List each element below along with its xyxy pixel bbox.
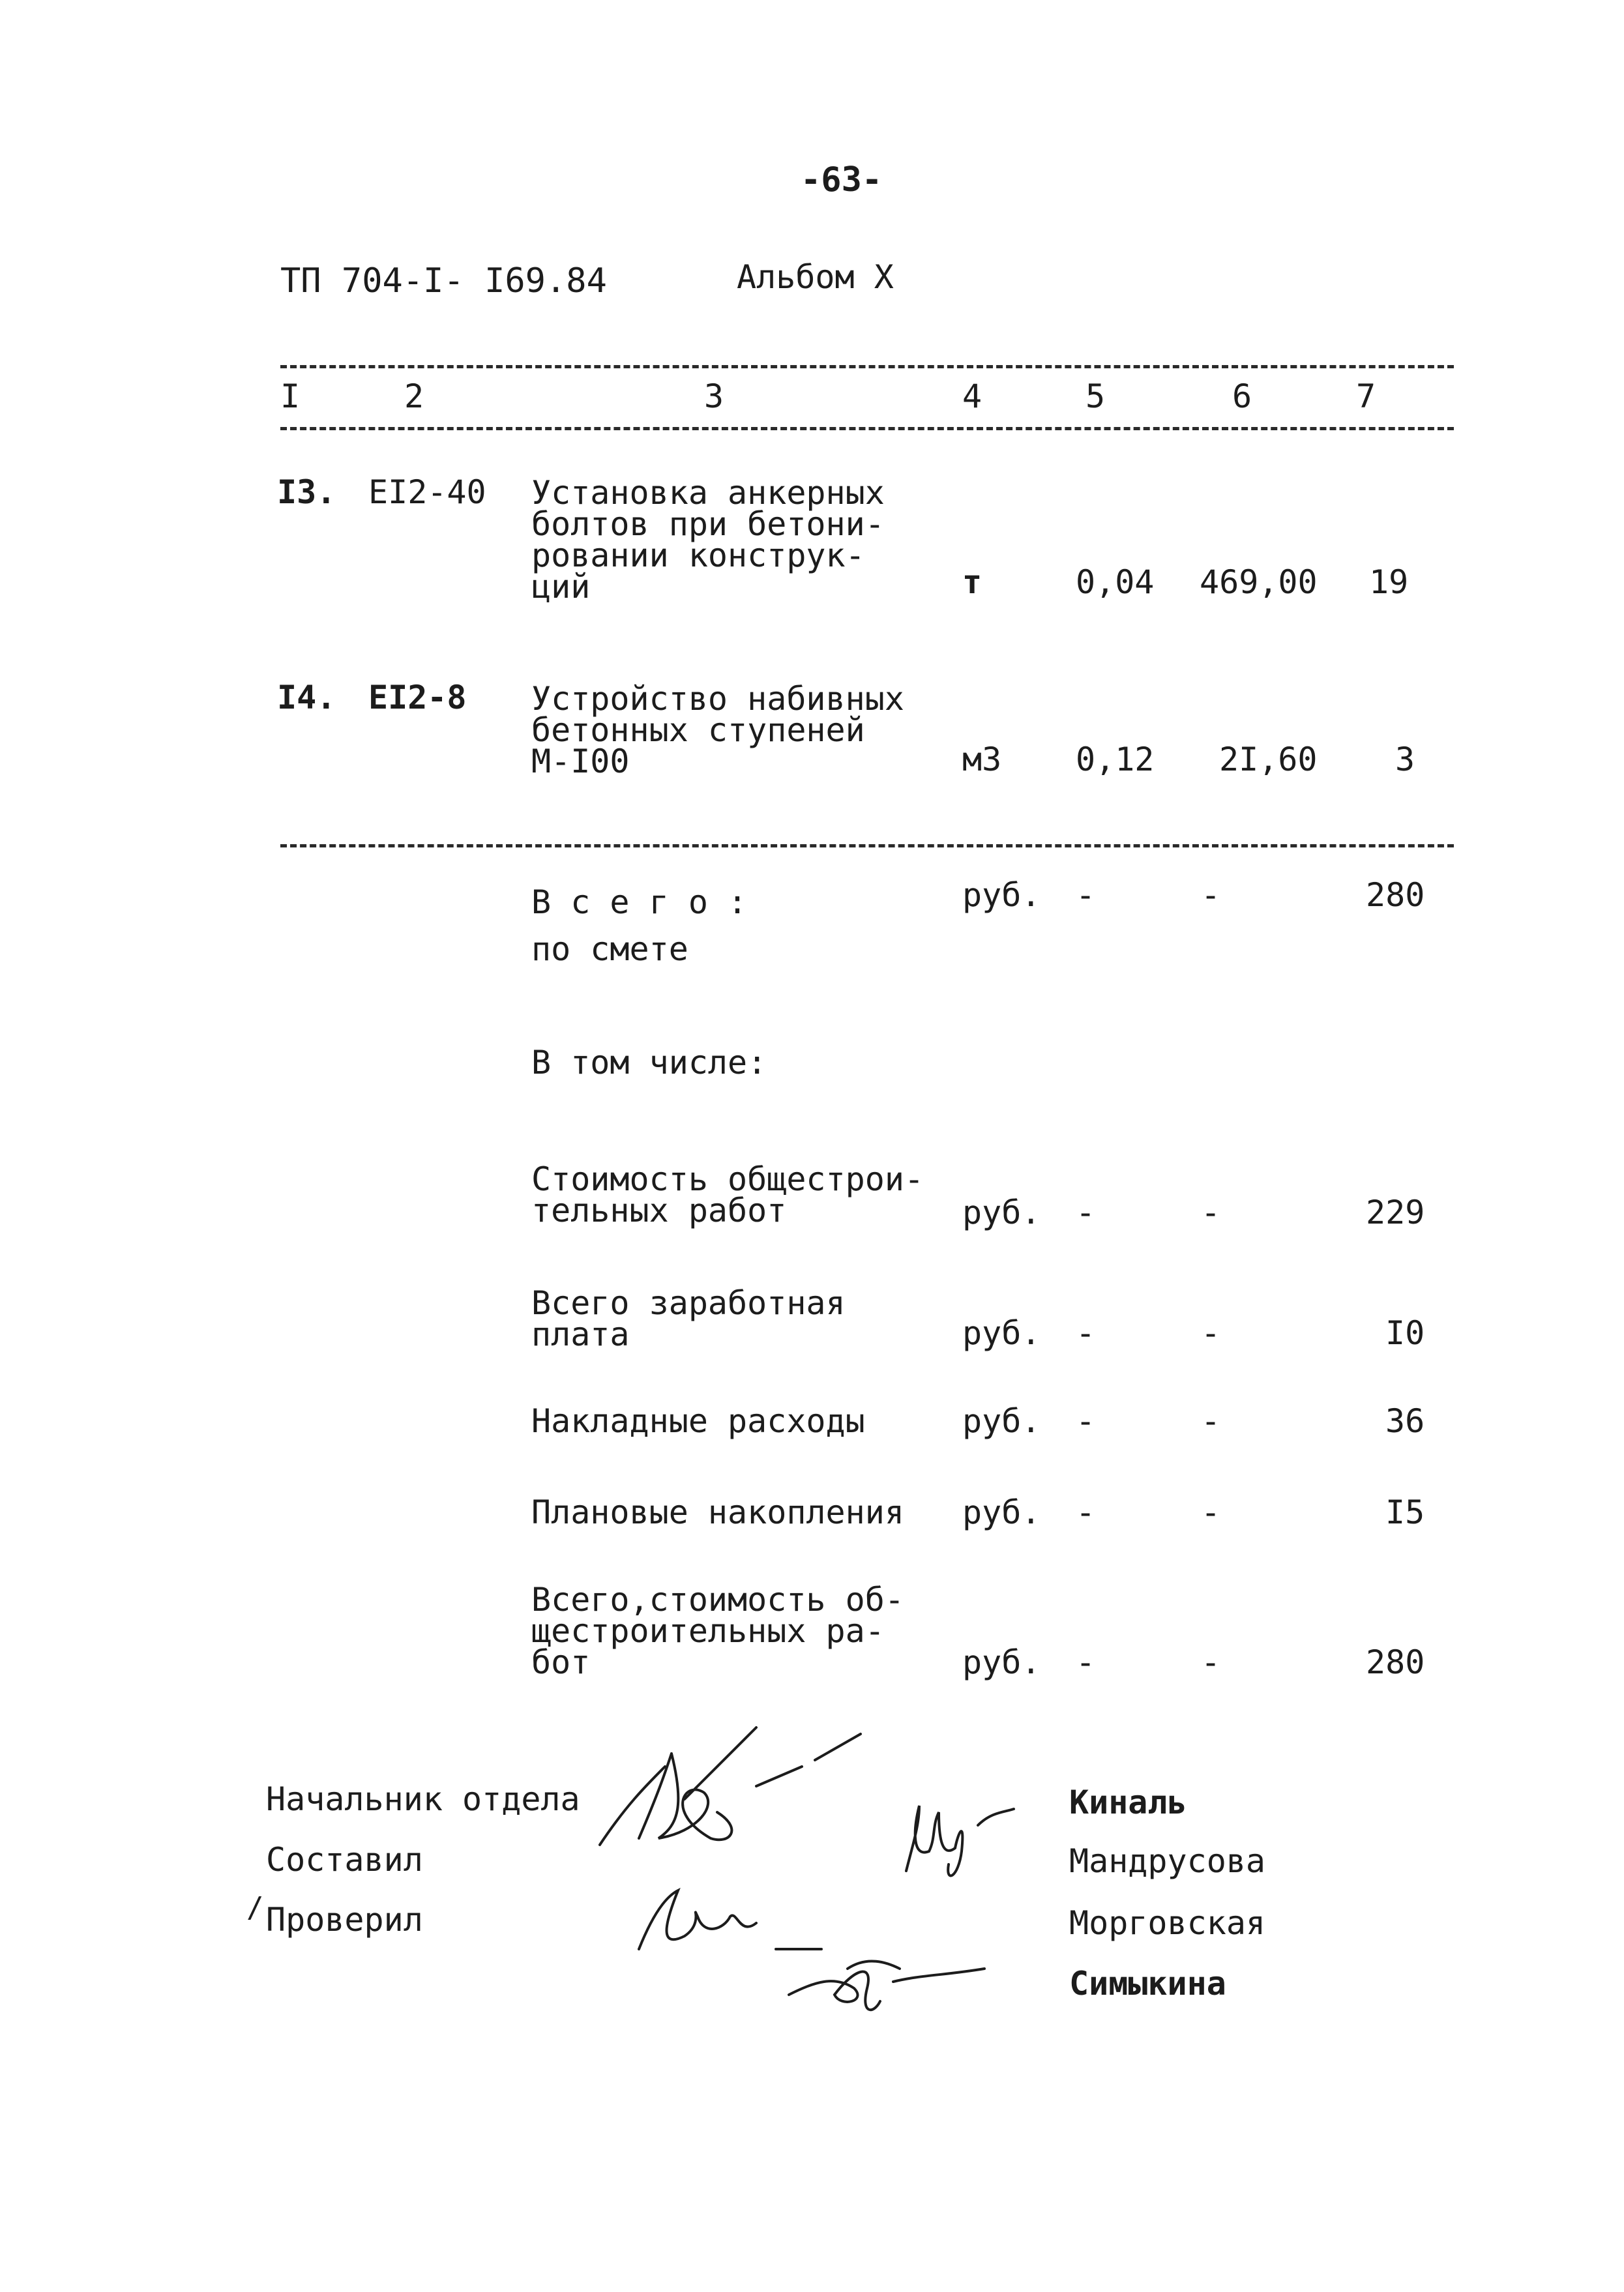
column-header: 6	[1232, 377, 1252, 415]
summary-dash: -	[1201, 876, 1221, 914]
table-header-rule	[280, 427, 1454, 430]
row-number: I3.	[277, 473, 336, 511]
summary-item-unit: руб.	[962, 1493, 1041, 1531]
row-total: 3	[1395, 741, 1415, 778]
row-quantity: 0,12	[1076, 741, 1155, 778]
signatory-name: Симыкина	[1069, 1965, 1226, 2003]
column-header: 3	[704, 377, 724, 415]
handwritten-signature	[893, 1786, 1024, 1890]
summary-dash: -	[1076, 1493, 1096, 1531]
role-head-of-department: Начальник отдела	[266, 1780, 580, 1818]
summary-dash: -	[1201, 1194, 1221, 1231]
summary-item-value: 280	[1366, 1643, 1425, 1681]
summary-item-unit: руб.	[962, 1314, 1041, 1352]
summary-item-label: Всего,стоимость об- щестроительных ра- бот	[531, 1581, 904, 1681]
row-description: Устройство набивных бетонных ступеней М-I00	[531, 680, 904, 780]
column-header: 4	[962, 377, 982, 415]
signatory-name: Морговская	[1069, 1904, 1266, 1942]
role-compiled-by: Составил	[266, 1841, 423, 1879]
summary-unit: руб.	[962, 876, 1041, 914]
signatory-name: Мандрусова	[1069, 1842, 1266, 1880]
summary-dash: -	[1201, 1643, 1221, 1681]
summary-dash: -	[1201, 1314, 1221, 1352]
column-header: 2	[404, 377, 424, 415]
summary-item-label: Плановые накопления	[531, 1493, 904, 1531]
page-number: -63-	[801, 160, 883, 199]
summary-dash: -	[1076, 1643, 1096, 1681]
row-unit: т	[962, 563, 982, 601]
summary-item-value: 229	[1366, 1194, 1425, 1231]
summary-item-value: I0	[1385, 1314, 1425, 1352]
row-code: EI2-40	[368, 473, 486, 511]
summary-item-unit: руб.	[962, 1643, 1041, 1681]
handwritten-signature	[587, 1714, 887, 1871]
summary-dash: -	[1076, 1314, 1096, 1352]
summary-total-value: 280	[1366, 876, 1425, 914]
signatory-name: Киналь	[1069, 1784, 1187, 1821]
document-code: ТП 704-I- I69.84	[280, 261, 607, 301]
margin-mark: /	[246, 1891, 264, 1924]
summary-item-value: I5	[1385, 1493, 1425, 1531]
album-label: Альбом X	[737, 258, 894, 296]
summary-dash: -	[1076, 1194, 1096, 1231]
summary-item-unit: руб.	[962, 1402, 1041, 1440]
row-total: 19	[1369, 563, 1409, 601]
summary-dash: -	[1076, 876, 1096, 914]
row-code: EI2-8	[368, 679, 467, 716]
summary-item-value: 36	[1385, 1402, 1425, 1440]
column-header: I	[280, 377, 301, 415]
summary-total-label: В с е г о : по смете	[531, 883, 748, 968]
row-price: 2I,60	[1219, 741, 1318, 778]
summary-item-label: Всего заработная плата	[531, 1284, 846, 1353]
summary-dash: -	[1201, 1402, 1221, 1440]
summary-item-label: Стоимость общестрои- тельных работ	[531, 1160, 924, 1229]
column-header: 5	[1085, 377, 1106, 415]
including-label: В том числе:	[531, 1044, 767, 1081]
row-unit: м3	[962, 741, 1002, 778]
table-top-rule	[280, 365, 1454, 368]
row-price: 469,00	[1200, 563, 1318, 601]
role-checked-by: Проверил	[266, 1901, 423, 1939]
row-number: I4.	[277, 679, 336, 716]
summary-item-unit: руб.	[962, 1194, 1041, 1231]
summary-item-label: Накладные расходы	[531, 1402, 865, 1440]
row-description: Установка анкерных болтов при бетони- ровании конструк- ций	[531, 474, 885, 606]
row-quantity: 0,04	[1076, 563, 1155, 601]
column-header: 7	[1356, 377, 1376, 415]
summary-dash: -	[1201, 1493, 1221, 1531]
handwritten-signature	[776, 1943, 997, 2027]
summary-dash: -	[1076, 1402, 1096, 1440]
table-summary-rule	[280, 844, 1454, 847]
